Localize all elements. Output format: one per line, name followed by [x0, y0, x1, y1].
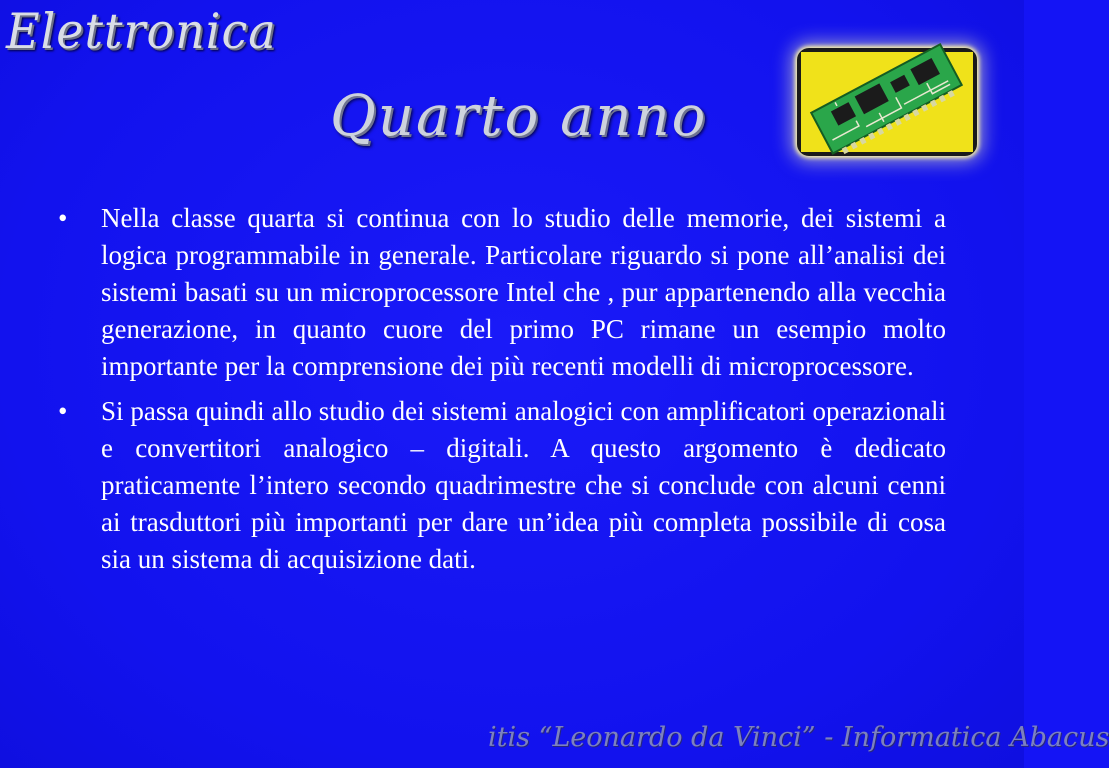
slide-subtitle: Quarto anno [330, 84, 708, 149]
bullet-list [58, 200, 946, 586]
bullet-icon: • [58, 396, 68, 426]
footer-watermark: itis “Leonardo da Vinci” - Informatica Abacus [488, 722, 1109, 753]
list-item [58, 200, 946, 385]
bullet-icon: • [58, 203, 68, 233]
list-item [58, 393, 946, 578]
list-item-text: Nella classe quarta si continua con lo studio delle memorie, dei sistemi a logica programmabile in generale. Particolare riguardo si pone all’analisi dei sistemi basati su un microprocessore Intel che , pur appartenendo alla vecchia generazione, in quanto cuore del primo PC rimane un esempio molto importante per la comprensione dei più recenti modelli di microprocessore. [101, 203, 946, 381]
slide-title: Elettronica [6, 2, 277, 60]
list-item-text: Si passa quindi allo studio dei sistemi analogici con amplificatori operazionali e convertitori analogico – digitali. A questo argomento è dedicato praticamente l’intero secondo quadrimestre che si conclude con alcuni cenni ai trasduttori più importanti per dare un’idea più completa possibile di cosa sia un sistema di acquisizione dati. [101, 396, 946, 574]
circuit-board-icon [797, 48, 977, 156]
